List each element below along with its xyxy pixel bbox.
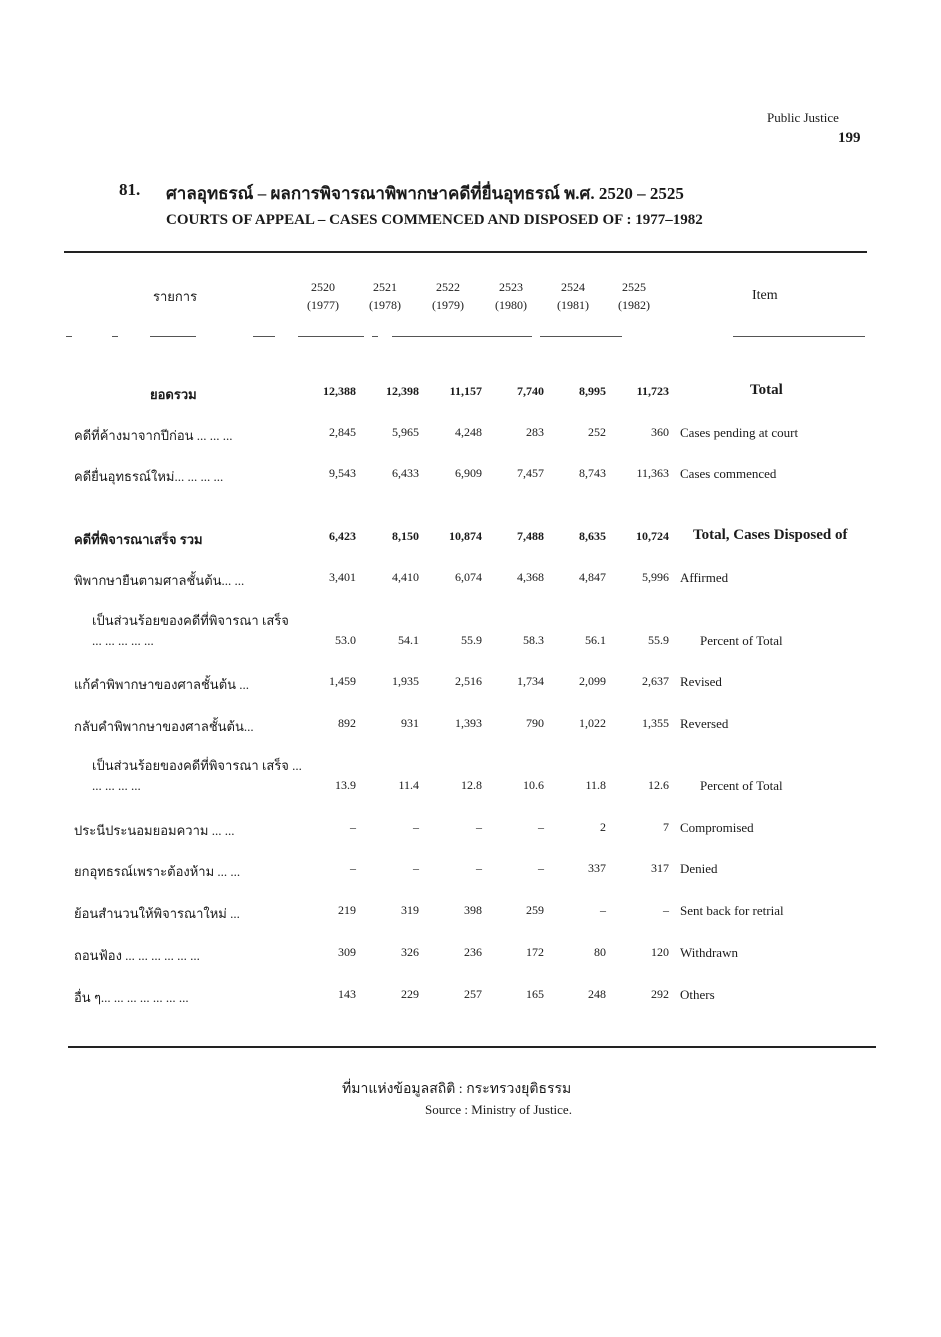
year-be: 2521 (373, 280, 397, 294)
cell: 2,516 (455, 674, 482, 688)
header-separator (298, 336, 364, 337)
cell: 6,074 (455, 570, 482, 584)
cell: 10.6 (523, 778, 544, 792)
year-header (356, 278, 414, 314)
table-row (0, 425, 941, 447)
cell: 55.9 (461, 633, 482, 647)
cell: 7,488 (517, 529, 544, 543)
cell: 257 (464, 987, 482, 1001)
cell: – (350, 861, 356, 875)
row-label-thai: พิพากษายืนตามศาลชั้นต้น... ... (74, 573, 245, 588)
cell: 398 (464, 903, 482, 917)
cell: 1,935 (392, 674, 419, 688)
cell: 80 (594, 945, 606, 959)
cell: 58.3 (523, 633, 544, 647)
row-label-english: Reversed (680, 716, 729, 731)
cell: 55.9 (648, 633, 669, 647)
row-label-thai: ยกอุทธรณ์เพราะต้องห้าม ... ... (74, 864, 241, 879)
cell: – (476, 861, 482, 875)
row-label-english: Cases pending at court (680, 425, 799, 440)
cell: 931 (401, 716, 419, 730)
cell: 6,433 (392, 466, 419, 480)
year-ce: (1980) (495, 298, 527, 312)
cell: 3,401 (329, 570, 356, 584)
cell: 283 (526, 425, 544, 439)
year-ce: (1981) (557, 298, 589, 312)
row-label-thai: ประนีประนอมยอมความ ... ... (74, 823, 235, 838)
cell: 2,637 (642, 674, 669, 688)
row-label-thai: คดีที่ค้างมาจากปีก่อน ... ... ... (74, 428, 233, 443)
year-ce: (1979) (432, 298, 464, 312)
section-label: Public Justice (767, 110, 839, 125)
table-title-english: COURTS OF APPEAL – CASES COMMENCED AND DISPOSED OF : 1977–1982 (166, 212, 703, 228)
cell: 1,393 (455, 716, 482, 730)
table-row (0, 529, 941, 551)
header-separator (392, 336, 532, 337)
year-header (482, 278, 540, 314)
cell: 6,423 (329, 529, 356, 543)
cell: 317 (651, 861, 669, 875)
table-row (0, 613, 941, 655)
cell: 236 (464, 945, 482, 959)
cell: 4,410 (392, 570, 419, 584)
cell: 309 (338, 945, 356, 959)
cell: – (350, 820, 356, 834)
source-english: Source : Ministry of Justice. (425, 1102, 572, 1117)
cell: 1,459 (329, 674, 356, 688)
cell: 120 (651, 945, 669, 959)
cell: 4,368 (517, 570, 544, 584)
row-label-thai: แก้คำพิพากษาของศาลชั้นต้น ... (74, 677, 250, 692)
header-separator (253, 336, 275, 337)
cell: – (413, 861, 419, 875)
row-label-thai: คดียื่นอุทธรณ์ใหม่... ... ... ... (74, 469, 224, 484)
cell: 892 (338, 716, 356, 730)
cell: 2 (600, 820, 606, 834)
row-label-thai: เป็นส่วนร้อยของคดีที่พิจารณา เสร็จ ... ... ... ... ... (92, 613, 289, 648)
cell: 13.9 (335, 778, 356, 792)
cell: 54.1 (398, 633, 419, 647)
cell: 8,150 (392, 529, 419, 543)
cell: 165 (526, 987, 544, 1001)
cell: 7,740 (517, 384, 544, 398)
cell: 11,363 (636, 466, 669, 480)
table-row (0, 674, 941, 696)
cell: 172 (526, 945, 544, 959)
year-be: 2524 (561, 280, 585, 294)
row-label-english: Denied (680, 861, 718, 876)
cell: 8,635 (579, 529, 606, 543)
cell: 4,847 (579, 570, 606, 584)
cell: 56.1 (585, 633, 606, 647)
row-label-thai: ถอนฟ้อง ... ... ... ... ... ... (74, 948, 200, 963)
cell: 2,845 (329, 425, 356, 439)
year-be: 2523 (499, 280, 523, 294)
source-thai: ที่มาแห่งข้อมูลสถิติ : กระทรวงยุติธรรม (342, 1082, 572, 1097)
row-label-english: Sent back for retrial (680, 903, 784, 918)
table-row (0, 384, 941, 406)
cell: 5,996 (642, 570, 669, 584)
cell: 1,022 (579, 716, 606, 730)
header-separator (66, 336, 72, 337)
header-separator (733, 336, 865, 337)
cell: 11,723 (636, 384, 669, 398)
cell: 252 (588, 425, 606, 439)
row-label-english: Percent of Total (700, 778, 783, 793)
cell: 143 (338, 987, 356, 1001)
cell: 7,457 (517, 466, 544, 480)
cell: 12.6 (648, 778, 669, 792)
table-row (0, 861, 941, 883)
top-rule (64, 251, 867, 253)
year-ce: (1977) (307, 298, 339, 312)
cell: 229 (401, 987, 419, 1001)
year-header (294, 278, 352, 314)
cell: 219 (338, 903, 356, 917)
row-label-thai: กลับคำพิพากษาของศาลชั้นต้น... (74, 719, 254, 734)
row-label-english: Total (750, 382, 783, 398)
year-header (419, 278, 477, 314)
row-label-thai: ยอดรวม (150, 387, 197, 402)
cell: 11.8 (585, 778, 606, 792)
row-label-thai: คดีที่พิจารณาเสร็จ รวม (74, 532, 203, 547)
year-header (605, 278, 663, 314)
year-ce: (1982) (618, 298, 650, 312)
cell: 12,388 (323, 384, 356, 398)
cell: 292 (651, 987, 669, 1001)
cell: – (413, 820, 419, 834)
row-label-english: Cases commenced (680, 466, 777, 481)
row-label-english: Affirmed (680, 570, 729, 585)
cell: 319 (401, 903, 419, 917)
year-be: 2522 (436, 280, 460, 294)
cell: 11.4 (398, 778, 419, 792)
cell: 12.8 (461, 778, 482, 792)
item-header-english: Item (752, 288, 778, 303)
cell: 259 (526, 903, 544, 917)
header-separator (150, 336, 196, 337)
cell: 4,248 (455, 425, 482, 439)
row-label-english: Total, Cases Disposed of (693, 527, 848, 543)
row-label-thai: ย้อนสำนวนให้พิจารณาใหม่ ... (74, 906, 240, 921)
cell: 6,909 (455, 466, 482, 480)
row-label-english: Percent of Total (700, 633, 783, 648)
year-be: 2520 (311, 280, 335, 294)
year-header (544, 278, 602, 314)
cell: 337 (588, 861, 606, 875)
cell: 790 (526, 716, 544, 730)
cell: – (538, 820, 544, 834)
table-row (0, 716, 941, 738)
table-row (0, 466, 941, 488)
table-row (0, 945, 941, 967)
cell: – (600, 903, 606, 917)
table-row (0, 570, 941, 592)
table-row (0, 758, 941, 800)
cell: 9,543 (329, 466, 356, 480)
header-separator (540, 336, 622, 337)
year-be: 2525 (622, 280, 646, 294)
row-label-thai: อื่น ๆ... ... ... ... ... ... ... (74, 990, 189, 1005)
table-title-thai: ศาลอุทธรณ์ – ผลการพิจารณาพิพากษาคดีที่ยื่นอุทธรณ์ พ.ศ. 2520 – 2525 (166, 184, 684, 203)
cell: 8,995 (579, 384, 606, 398)
table-row (0, 903, 941, 925)
cell: 10,724 (636, 529, 669, 543)
page-number: 199 (838, 130, 861, 146)
cell: 1,734 (517, 674, 544, 688)
header-separator (372, 336, 378, 337)
table-number: 81. (119, 180, 141, 199)
row-label-english: Compromised (680, 820, 754, 835)
cell: 326 (401, 945, 419, 959)
bottom-rule (68, 1046, 876, 1048)
row-label-english: Revised (680, 674, 722, 689)
table-row (0, 987, 941, 1009)
item-header-thai: รายการ (153, 289, 198, 304)
row-label-english: Others (680, 987, 715, 1002)
cell: 1,355 (642, 716, 669, 730)
cell: 11,157 (449, 384, 482, 398)
cell: 12,398 (386, 384, 419, 398)
cell: 53.0 (335, 633, 356, 647)
cell: 7 (663, 820, 669, 834)
cell: – (663, 903, 669, 917)
header-separator (112, 336, 118, 337)
cell: 8,743 (579, 466, 606, 480)
cell: 10,874 (449, 529, 482, 543)
cell: 248 (588, 987, 606, 1001)
year-ce: (1978) (369, 298, 401, 312)
cell: 2,099 (579, 674, 606, 688)
cell: 360 (651, 425, 669, 439)
cell: – (538, 861, 544, 875)
row-label-thai: เป็นส่วนร้อยของคดีที่พิจารณา เสร็จ ... ... ... ... ... (92, 758, 302, 793)
cell: 5,965 (392, 425, 419, 439)
cell: – (476, 820, 482, 834)
table-row (0, 820, 941, 842)
row-label-english: Withdrawn (680, 945, 738, 960)
